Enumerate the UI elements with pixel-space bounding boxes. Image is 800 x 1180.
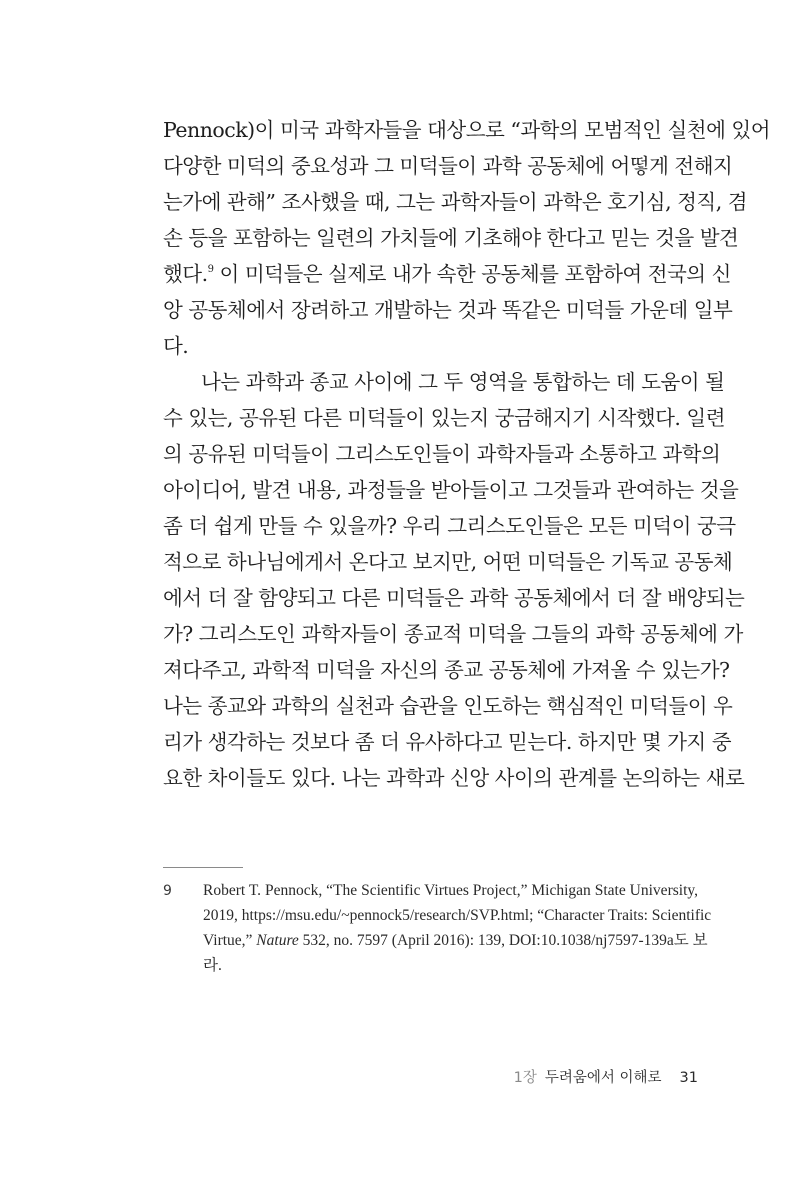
text-span: 했다. [163, 262, 208, 286]
text-span: 이 미덕들은 실제로 내가 속한 공동체를 포함하여 전국의 신 [213, 262, 731, 286]
text-line: 가? 그리스도인 과학자들이 종교적 미덕을 그들의 과학 공동체에 가 [163, 622, 743, 646]
footnote-span: Virtue,” [203, 932, 257, 949]
text-line-indented: 나는 과학과 종교 사이에 그 두 영역을 통합하는 데 도움이 될 [201, 370, 725, 394]
text-line: Pennock)이 미국 과학자들을 대상으로 “과학의 모범적인 실천에 있어 [163, 118, 771, 142]
text-line: 수 있는, 공유된 다른 미덕들이 있는지 궁금해지기 시작했다. 일련 [163, 406, 726, 430]
footnote-line [203, 930, 708, 952]
footnote-number: 9 [163, 883, 172, 899]
text-line: 아이디어, 발견 내용, 과정들을 받아들이고 그것들과 관여하는 것을 [163, 478, 739, 502]
footnote-line: 2019, https://msu.edu/~pennock5/research/SVP.html; “Character Traits: Scientific [203, 907, 712, 924]
journal-title: Nature [256, 932, 299, 949]
text-line: 적으로 하나님에게서 온다고 보지만, 어떤 미덕들은 기독교 공동체 [163, 550, 733, 574]
page-footer [514, 1066, 698, 1087]
text-line: 에서 더 잘 함양되고 다른 미덕들은 과학 공동체에서 더 잘 배양되는 [163, 586, 745, 610]
text-line: 손 등을 포함하는 일련의 가치들에 기초해야 한다고 믿는 것을 발견 [163, 226, 739, 250]
text-line: 의 공유된 미덕들이 그리스도인들이 과학자들과 소통하고 과학의 [163, 442, 721, 466]
text-line: 나는 종교와 과학의 실천과 습관을 인도하는 핵심적인 미덕들이 우 [163, 694, 733, 718]
footnote-divider [163, 867, 243, 868]
text-line: 져다주고, 과학적 미덕을 자신의 종교 공동체에 가져올 수 있는가? [163, 658, 730, 682]
footnote-span: 532, no. 7597 (April 2016): 139, DOI:10.1038/nj7597-139a도 보 [298, 932, 708, 949]
footnote-ref: 9 [207, 264, 214, 275]
chapter-title: 두려움에서 이해로 [544, 1070, 662, 1086]
text-line: 리가 생각하는 것보다 좀 더 유사하다고 믿는다. 하지만 몇 가지 중 [163, 730, 732, 754]
text-line: 다. [163, 334, 189, 358]
text-line: 앙 공동체에서 장려하고 개발하는 것과 똑같은 미덕들 가운데 일부 [163, 298, 733, 322]
chapter-label: 1장 [513, 1070, 537, 1086]
text-line: 좀 더 쉽게 만들 수 있을까? 우리 그리스도인들은 모든 미덕이 궁극 [163, 514, 736, 538]
text-line: 는가에 관해” 조사했을 때, 그는 과학자들이 과학은 호기심, 정직, 겸 [163, 190, 748, 214]
text-line: 요한 차이들도 있다. 나는 과학과 신앙 사이의 관계를 논의하는 새로 [163, 766, 745, 790]
footnote-line: Robert T. Pennock, “The Scientific Virtues Project,” Michigan State University, [203, 882, 698, 899]
text-line [163, 261, 731, 287]
footnote-line: 라. [203, 957, 222, 974]
page-number: 31 [679, 1070, 698, 1086]
text-line: 다양한 미덕의 중요성과 그 미덕들이 과학 공동체에 어떻게 전해지 [163, 154, 733, 178]
